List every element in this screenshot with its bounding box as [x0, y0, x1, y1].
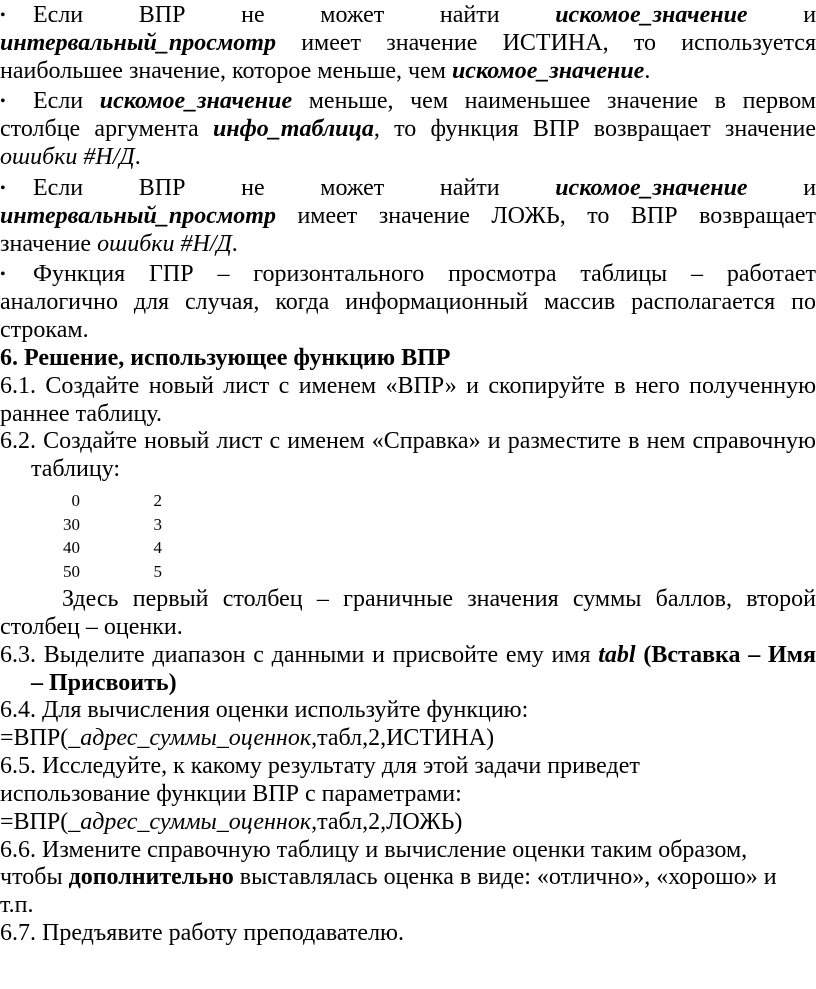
formula-2	[0, 809, 816, 837]
step-6-5-line-1: 6.5. Исследуйте, к какому результату для этой задачи приведет	[0, 753, 640, 780]
text: Функция ГПР – горизонтального просмотра таблицы – работает	[33, 261, 816, 288]
table-cell-score: 40	[63, 538, 80, 558]
word: ВПР	[138, 174, 186, 201]
text: .	[644, 57, 651, 84]
bullet-2-line-2	[0, 116, 816, 144]
step-6-6-line-1: 6.6. Измените справочную таблицу и вычисление оценки таким образом,	[0, 836, 748, 863]
table-row	[0, 489, 816, 513]
bullet-item-4	[0, 261, 816, 289]
step-6-6-line-2	[0, 864, 816, 892]
error-value: ошибки #Н/Д	[0, 144, 135, 171]
text: аналогично для случая, когда информационный массив располагается по	[0, 289, 816, 316]
text: выставлялась оценка в виде: «отлично», «хорошо» и	[233, 864, 777, 891]
bullet-2-line-3	[0, 144, 816, 172]
term-lookup-value: искомое_значение	[555, 174, 748, 201]
text: (	[635, 641, 652, 668]
table-row	[0, 560, 816, 584]
step-6-1-line-2: раннее таблицу.	[0, 400, 162, 427]
bullet-4-line-3	[0, 317, 816, 345]
text: столбце аргумента	[0, 116, 213, 143]
note-line-1	[0, 586, 816, 614]
table-cell-score: 50	[63, 561, 80, 581]
text: ,табл,2,ЛОЖЬ)	[311, 808, 463, 835]
text: =ВПР(	[0, 725, 69, 752]
bullet-3-line-3	[0, 231, 816, 259]
table-cell-score: 30	[63, 514, 80, 534]
bullet-3-line-1	[33, 175, 816, 203]
range-name: tabl	[598, 641, 636, 668]
text: =ВПР(	[0, 808, 69, 835]
menu-path: – Присвоить	[31, 669, 169, 696]
text: .	[134, 144, 141, 171]
word: и	[803, 2, 816, 28]
bullet-item-1	[0, 2, 816, 30]
text: 6.2. Создайте новый лист с именем «Справка» и разместите в нем справочную	[0, 428, 816, 455]
step-6-5-line-2: использование функции ВПР с параметрами:	[0, 780, 462, 807]
emphasis: дополнительно	[68, 864, 234, 891]
word: найти	[439, 174, 500, 201]
word: может	[320, 2, 385, 28]
step-6-4: 6.4. Для вычисления оценки используйте функцию:	[0, 697, 529, 724]
text: строкам.	[0, 317, 89, 344]
word: не	[241, 174, 265, 201]
bullet-4-line-1	[33, 261, 816, 289]
section-heading: 6. Решение, использующее функцию ВПР	[0, 344, 451, 371]
text: 6.1. Создайте новый лист с именем «ВПР» и скопируйте в него полученную	[0, 372, 816, 399]
step-6-1-line-1	[0, 373, 816, 401]
text: Если	[33, 88, 100, 115]
note-line-2: столбец – оценки.	[0, 613, 183, 640]
word: может	[320, 174, 385, 201]
term-lookup-value: искомое_значение	[555, 2, 748, 28]
bullet-item-2	[0, 88, 816, 116]
bullet-1-line-3	[0, 58, 816, 86]
term-table-array: инфо_таблица	[212, 116, 374, 143]
word: Если	[33, 2, 84, 28]
text: значение	[0, 230, 98, 257]
word: Если	[33, 174, 84, 201]
text: .	[231, 230, 238, 257]
bullet-1-line-1	[33, 2, 816, 30]
bullet-3-line-2	[0, 203, 816, 231]
table-cell-grade: 2	[153, 491, 162, 511]
bullet-1-line-2	[0, 30, 816, 58]
table-cell-grade: 3	[153, 514, 162, 534]
word: и	[803, 174, 816, 201]
text: Здесь первый столбец – граничные значения суммы баллов, второй	[62, 586, 816, 613]
table-cell-grade: 5	[153, 561, 162, 581]
text: имеет значение ЛОЖЬ, то ВПР возвращает	[275, 202, 816, 229]
text: наибольшее значение, которое меньше, чем	[0, 57, 452, 84]
bullet-4-line-2	[0, 289, 816, 317]
bullet-2-line-1	[33, 88, 816, 116]
step-6-3-line-2	[0, 670, 816, 698]
term-range-lookup: интервальный_просмотр	[0, 29, 276, 56]
text: имеет значение ИСТИНА, то используется	[275, 29, 816, 56]
error-value: ошибки #Н/Д	[97, 230, 232, 257]
menu-path: Вставка – Имя	[651, 641, 816, 668]
table-row	[0, 536, 816, 560]
text: ,табл,2,ИСТИНА)	[311, 725, 495, 752]
word: не	[241, 2, 265, 28]
term-range-lookup: интервальный_просмотр	[0, 202, 276, 229]
word: найти	[439, 2, 500, 28]
table-cell-grade: 4	[153, 538, 162, 558]
formula-argument: _адрес_суммы_оценнок	[68, 808, 312, 835]
step-6-7: 6.7. Предъявите работу преподавателю.	[0, 920, 404, 947]
step-6-3-line-1	[0, 642, 816, 670]
text: чтобы	[0, 864, 69, 891]
table-row	[0, 513, 816, 537]
step-6-6-line-3: т.п.	[0, 892, 34, 919]
text: , то функция ВПР возвращает значение	[373, 116, 816, 143]
text: )	[168, 669, 177, 696]
term-lookup-value: искомое_значение	[99, 88, 293, 115]
step-6-2-line-2: таблицу:	[31, 456, 121, 483]
word: ВПР	[138, 2, 186, 28]
term-lookup-value: искомое_значение	[451, 57, 645, 84]
formula-1	[0, 725, 816, 753]
text: меньше, чем наименьшее значение в первом	[292, 88, 816, 115]
bullet-item-3	[0, 175, 816, 203]
formula-argument: _адрес_суммы_оценнок	[68, 725, 312, 752]
step-6-2-line-1	[0, 428, 816, 456]
text: 6.3. Выделите диапазон с данными и присвойте ему имя	[0, 641, 599, 668]
table-cell-score: 0	[71, 491, 80, 511]
reference-table	[0, 489, 816, 583]
